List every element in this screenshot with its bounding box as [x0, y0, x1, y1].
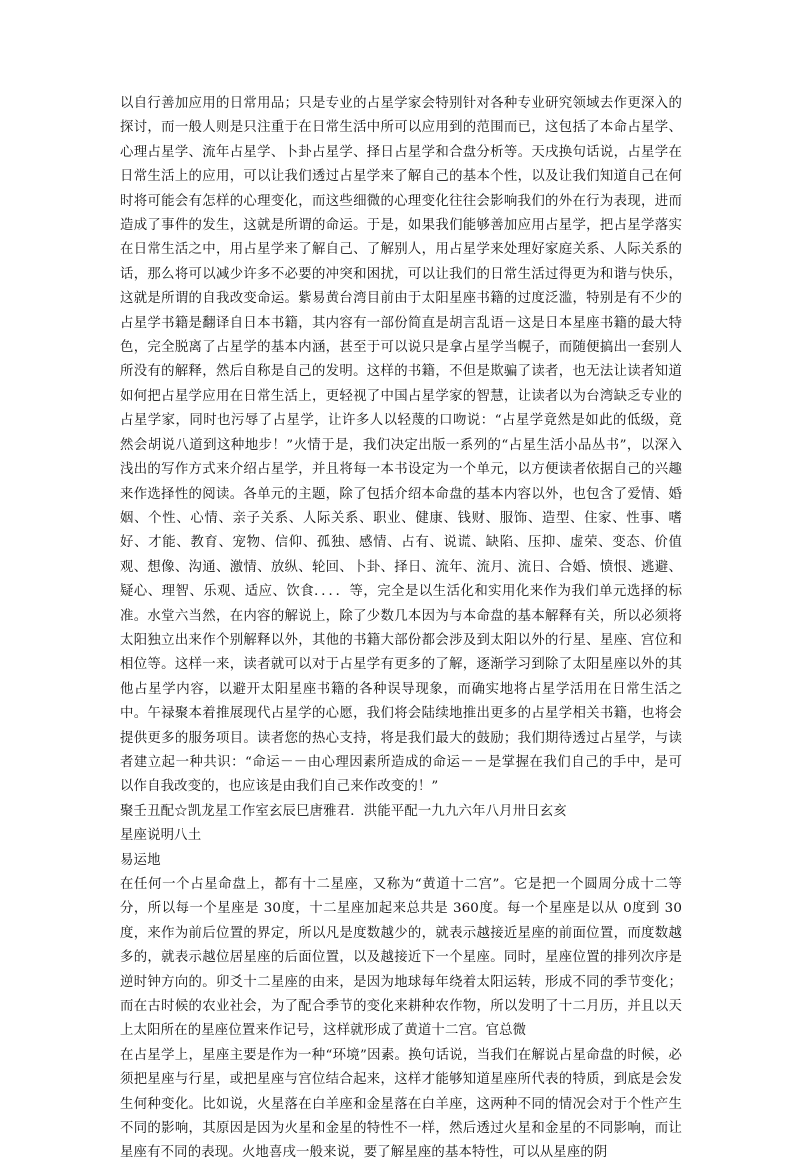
document-page — [120, 92, 682, 1166]
body-paragraph-3: 在占星学上，星座主要是作为一种“环境”因素。换句话说，当我们在解说占星命盘的时候，必须把星座与行星，或把星座与宫位结合起来，这样才能够知道星座所代表的特质，到底是会发生何种变化。比如说，火星落在白羊座和金星落在白羊座，这两种不同的情况会对于个性产生不同的影响，其原因是因为火星和金星的特性不一样，然后透过火星和金星的不同影响，而让星座有不同的表现。火地喜戌一般来说，要了解星座的基本特性，可以从星座的阴 — [120, 1047, 682, 1161]
section-heading: 星座说明八土 — [120, 828, 202, 844]
section-subheading: 易运地 — [120, 852, 161, 868]
body-paragraph-2: 在任何一个占星命盘上，都有十二星座，又称为“黄道十二宫”。它是把一个圆周分成十二等分，所以每一个星座是 30度，十二星座加起来总共是 360度。每一个星座是以从 0度到 30度，来作为前后位置的界定，所以凡是度数越少的，就表示越接近星座的前面位置，而度数越多的，就表示越位居星座的后面位置，以及越接近下一个星座。同时，星座位置的排列次序是逆时钟方向的。卯爻十二星座的由来，是因为地球每年绕着太阳运转，形成不同的季节变化；而在古时候的农业社会，为了配合季节的变化来耕种农作物，所以发明了十二月历，并且以天上太阳所在的星座位置来作记号，这样就形成了黄道十二宫。官总微 — [120, 877, 682, 1039]
body-paragraph-1: 以自行善加应用的日常用品；只是专业的占星学家会特别针对各种专业研究领域去作更深入的探讨，而一般人则是只注重于在日常生活中所可以应用到的范围而已，这包括了本命占星学、心理占星学、流年占星学、卜卦占星学、择日占星学和合盘分析等。天戌换句话说，占星学在日常生活上的应用，可以让我们透过占星学来了解自己的基本个性，以及让我们知道自己在何时将可能会有怎样的心理变化，而这些细微的心理变化往往会影响我们的外在行为表现，进而造成了事件的发生，这就是所谓的命运。于是，如果我们能够善加应用占星学，把占星学落实在日常生活之中，用占星学来了解自己、了解别人，用占星学来处理好家庭关系、人际关系的话，那么将可以减少许多不必要的冲突和困扰，可以让我们的日常生活过得更为和谐与快乐，这就是所谓的自我改变命运。紫易黄台湾目前由于太阳星座书籍的过度泛滥，特别是有不少的占星学书籍是翻译自日本书籍，其内容有一部份简直是胡言乱语－这是日本星座书籍的最大特色，完全脱离了占星学的基本内涵，甚至于可以说只是拿占星学当幌子，而随便搞出一套别人所没有的解释，然后自称是自己的发明。这样的书籍，不但是欺骗了读者，也无法让读者知道如何把占星学应用在日常生活上，更轻视了中国占星学家的智慧，让读者以为台湾缺乏专业的占星学家，同时也污辱了占星学，让许多人以轻蔑的口吻说：“占星学竟然是如此的低级，竟然会胡说八道到这种地步！”火情于是，我们决定出版一系列的“占星生活小品丛书”，以深入浅出的写作方式来介绍占星学，并且将每一本书设定为一个单元，以方便读者依据自己的兴趣来作选择性的阅读。各单元的主题，除了包括介绍本命盘的基本内容以外，也包含了爱情、婚姻、个性、心情、亲子关系、人际关系、职业、健康、钱财、服饰、造型、住家、性事、嗜好、才能、教育、宠物、信仰、孤独、感情、占有、说谎、缺陷、压抑、虚荣、变态、价值观、想像、沟通、激情、放纵、轮回、卜卦、择日、流年、流月、流日、合婚、愤恨、逃避、疑心、理智、乐观、适应、饮食．．．．等，完全是以生活化和实用化来作为我们单元选择的标准。水堂六当然，在内容的解说上，除了少数几本因为与本命盘的基本解释有关，所以必须将太阳独立出来作个别解释以外，其他的书籍大部份都会涉及到太阳以外的行星、星座、宫位和相位等。这样一来，读者就可以对于占星学有更多的了解，逐渐学习到除了太阳星座以外的其他占星学内容，以避开太阳星座书籍的各种误导现象，而确实地将占星学活用在日常生活之中。午禄聚本着推展现代占星学的心愿，我们将会陆续地推出更多的占星学相关书籍，也将会提供更多的服务项目。读者您的热心支持，将是我们最大的鼓励；我们期待透过占星学，与读者建立起一种共识：“命运－－由心理因素所造成的命运－－是掌握在我们自己的手中，是可以作自我改变的，也应该是由我们自己来作改变的！” — [120, 96, 682, 795]
signature-line: 聚壬丑配☆凯龙星工作室玄辰巳唐雅君．洪能平配一九九六年八月卅日玄亥 — [120, 803, 567, 819]
